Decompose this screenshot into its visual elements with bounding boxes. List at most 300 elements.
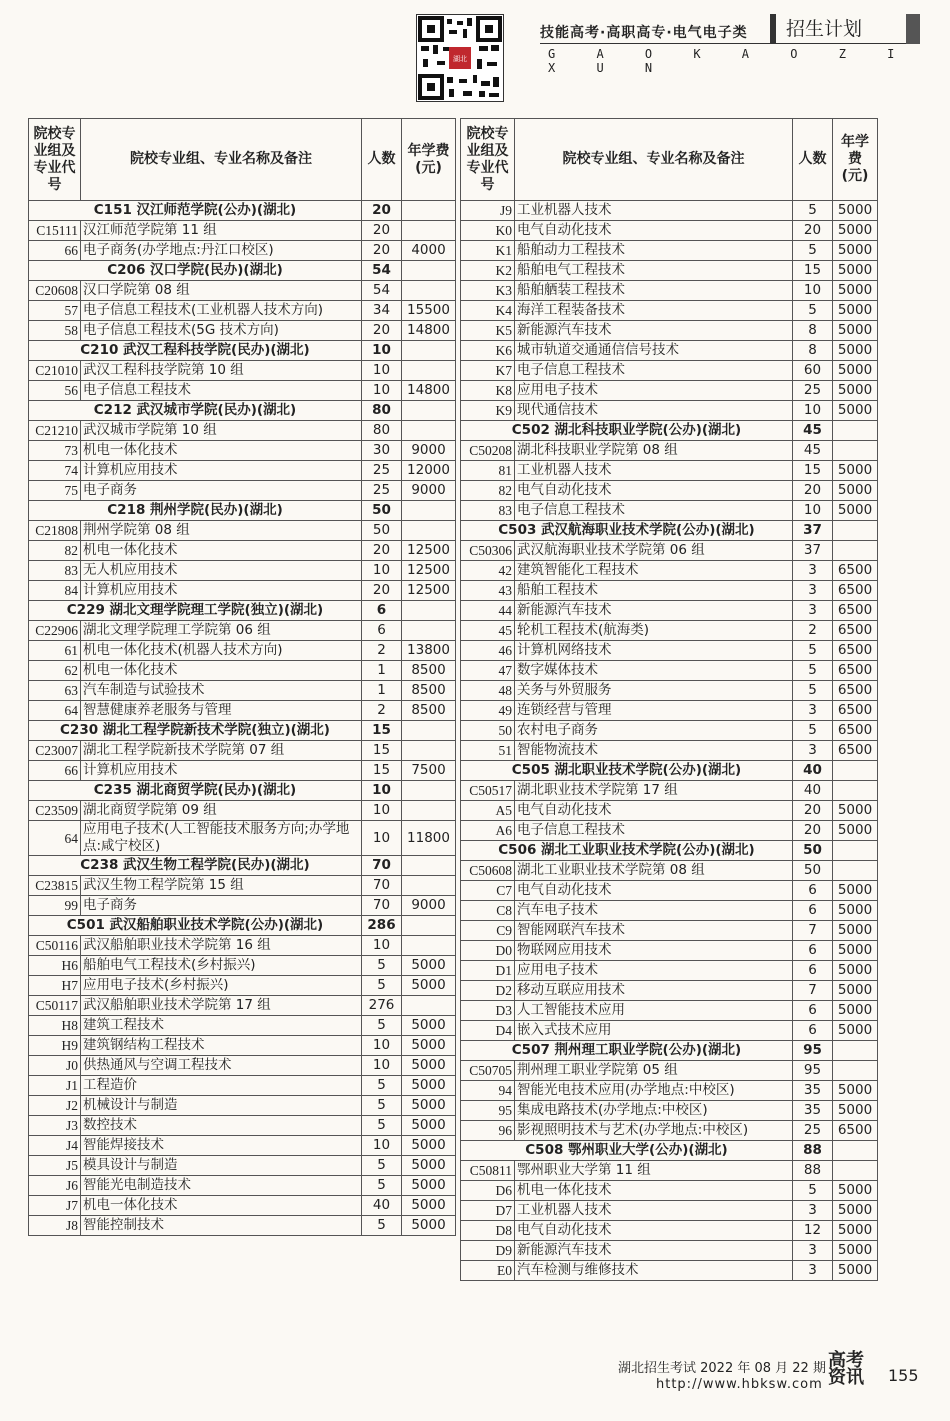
- row-fee: [402, 856, 456, 876]
- row-count: 5: [793, 241, 833, 261]
- row-code: 66: [29, 761, 81, 781]
- row-count: 6: [793, 901, 833, 921]
- row-code: J5: [29, 1156, 81, 1176]
- row-fee: 5000: [833, 1261, 878, 1281]
- row-code: C23509: [29, 801, 81, 821]
- table-row: [29, 241, 456, 261]
- row-count: 54: [362, 261, 402, 281]
- row-count: 6: [793, 941, 833, 961]
- row-fee: 5000: [833, 1021, 878, 1041]
- row-fee: [402, 621, 456, 641]
- major-name: 物联网应用技术: [515, 941, 793, 961]
- table-row: [29, 1016, 456, 1036]
- major-name: 电子信息工程技术(工业机器人技术方向): [81, 301, 362, 321]
- group-name: 武汉航海职业技术学院第 06 组: [515, 541, 793, 561]
- row-fee: [402, 521, 456, 541]
- group-row: [29, 361, 456, 381]
- school-name: C212 武汉城市学院(民办)(湖北): [29, 401, 362, 421]
- group-row: [29, 996, 456, 1016]
- row-fee: 13800: [402, 641, 456, 661]
- row-count: 2: [362, 641, 402, 661]
- row-count: 6: [362, 601, 402, 621]
- magazine-issue: 湖北招生考试 2022 年 08 月 22 期: [618, 1361, 826, 1376]
- major-name: 新能源汽车技术: [515, 601, 793, 621]
- row-count: 10: [793, 501, 833, 521]
- row-fee: [402, 916, 456, 936]
- row-count: 20: [362, 241, 402, 261]
- row-fee: [833, 761, 878, 781]
- table-header-row: [461, 119, 878, 201]
- row-fee: 9000: [402, 441, 456, 461]
- row-code: K0: [461, 221, 515, 241]
- row-count: 5: [362, 1176, 402, 1196]
- enrollment-table-right: [460, 118, 878, 1281]
- row-fee: 5000: [833, 981, 878, 1001]
- group-name: 湖北文理学院理工学院第 06 组: [81, 621, 362, 641]
- row-count: 25: [362, 481, 402, 501]
- row-count: 5: [793, 301, 833, 321]
- row-count: 70: [362, 896, 402, 916]
- row-fee: 5000: [402, 1096, 456, 1116]
- row-code: K8: [461, 381, 515, 401]
- table-row: [461, 681, 878, 701]
- row-count: 5: [362, 1116, 402, 1136]
- major-name: 船舶动力工程技术: [515, 241, 793, 261]
- row-code: D0: [461, 941, 515, 961]
- row-code: D4: [461, 1021, 515, 1041]
- row-count: 40: [362, 1196, 402, 1216]
- table-row: [29, 1176, 456, 1196]
- group-name: 荆州理工职业学院第 05 组: [515, 1061, 793, 1081]
- major-name: 工业机器人技术: [515, 461, 793, 481]
- row-code: 57: [29, 301, 81, 321]
- major-name: 工业机器人技术: [515, 1201, 793, 1221]
- table-row: [29, 321, 456, 341]
- row-count: 95: [793, 1041, 833, 1061]
- row-fee: 6500: [833, 561, 878, 581]
- major-name: 集成电路技术(办学地点:中校区): [515, 1101, 793, 1121]
- row-code: C50608: [461, 861, 515, 881]
- major-name: 智能焊接技术: [81, 1136, 362, 1156]
- row-count: 3: [793, 581, 833, 601]
- row-code: 50: [461, 721, 515, 741]
- table-row: [461, 741, 878, 761]
- header-name: 院校专业组、专业名称及备注: [515, 119, 793, 201]
- row-count: 5: [793, 681, 833, 701]
- row-count: 10: [362, 561, 402, 581]
- row-count: 30: [362, 441, 402, 461]
- row-code: 44: [461, 601, 515, 621]
- table-row: [29, 821, 456, 856]
- table-row: [461, 1121, 878, 1141]
- row-fee: 4000: [402, 241, 456, 261]
- major-name: 应用电子技术(人工智能技术服务方向;办学地点:咸宁校区): [81, 821, 362, 856]
- header-title: 技能高考·高职高专·电气电子类: [540, 25, 748, 41]
- school-row: [461, 841, 878, 861]
- table-row: [461, 581, 878, 601]
- row-code: C50117: [29, 996, 81, 1016]
- row-code: J4: [29, 1136, 81, 1156]
- row-count: 88: [793, 1161, 833, 1181]
- major-name: 智能控制技术: [81, 1216, 362, 1236]
- group-row: [461, 1061, 878, 1081]
- major-name: 供热通风与空调工程技术: [81, 1056, 362, 1076]
- row-count: 80: [362, 421, 402, 441]
- school-row: [29, 341, 456, 361]
- row-fee: 5000: [833, 241, 878, 261]
- table-row: [461, 921, 878, 941]
- major-name: 计算机应用技术: [81, 461, 362, 481]
- row-fee: 5000: [833, 881, 878, 901]
- major-name: 新能源汽车技术: [515, 1241, 793, 1261]
- table-row: [29, 681, 456, 701]
- major-name: 机电一体化技术: [81, 441, 362, 461]
- header-fee: 年学费(元): [833, 119, 878, 201]
- school-row: [29, 401, 456, 421]
- row-count: 5: [793, 201, 833, 221]
- group-name: 湖北科技职业学院第 08 组: [515, 441, 793, 461]
- section-label: 招生计划: [770, 14, 908, 44]
- major-name: 影视照明技术与艺术(办学地点:中校区): [515, 1121, 793, 1141]
- row-fee: [402, 936, 456, 956]
- row-fee: [402, 341, 456, 361]
- table-row: [461, 1221, 878, 1241]
- row-code: 82: [461, 481, 515, 501]
- table-row: [29, 1076, 456, 1096]
- row-count: 3: [793, 1241, 833, 1261]
- major-name: 电子信息工程技术: [81, 381, 362, 401]
- table-row: [29, 896, 456, 916]
- row-fee: 5000: [833, 1081, 878, 1101]
- major-name: 智能物流技术: [515, 741, 793, 761]
- table-row: [29, 1036, 456, 1056]
- row-fee: 15500: [402, 301, 456, 321]
- row-count: 10: [362, 821, 402, 856]
- table-row: [29, 561, 456, 581]
- school-name: C230 湖北工程学院新技术学院(独立)(湖北): [29, 721, 362, 741]
- group-name: 武汉城市学院第 10 组: [81, 421, 362, 441]
- row-code: E0: [461, 1261, 515, 1281]
- group-row: [461, 441, 878, 461]
- row-count: 54: [362, 281, 402, 301]
- row-code: J1: [29, 1076, 81, 1096]
- row-fee: 6500: [833, 581, 878, 601]
- group-row: [29, 221, 456, 241]
- row-code: J9: [461, 201, 515, 221]
- table-row: [29, 761, 456, 781]
- row-fee: 5000: [833, 401, 878, 421]
- group-name: 湖北商贸学院第 09 组: [81, 801, 362, 821]
- row-code: C23815: [29, 876, 81, 896]
- school-name: C210 武汉工程科技学院(民办)(湖北): [29, 341, 362, 361]
- group-name: 武汉船舶职业技术学院第 16 组: [81, 936, 362, 956]
- major-name: 电子信息工程技术(5G 技术方向): [81, 321, 362, 341]
- row-fee: [833, 841, 878, 861]
- row-count: 34: [362, 301, 402, 321]
- row-count: 5: [362, 1156, 402, 1176]
- row-code: 43: [461, 581, 515, 601]
- row-code: C22906: [29, 621, 81, 641]
- school-name: C229 湖北文理学院理工学院(独立)(湖北): [29, 601, 362, 621]
- table-row: [461, 1021, 878, 1041]
- row-count: 3: [793, 561, 833, 581]
- row-fee: 5000: [833, 901, 878, 921]
- row-fee: [833, 521, 878, 541]
- major-name: 海洋工程装备技术: [515, 301, 793, 321]
- row-fee: 6500: [833, 701, 878, 721]
- row-code: 45: [461, 621, 515, 641]
- group-name: 武汉生物工程学院第 15 组: [81, 876, 362, 896]
- major-name: 连锁经营与管理: [515, 701, 793, 721]
- table-row: [461, 1181, 878, 1201]
- major-name: 关务与外贸服务: [515, 681, 793, 701]
- table-row: [461, 701, 878, 721]
- table-row: [461, 401, 878, 421]
- table-row: [461, 501, 878, 521]
- table-row: [461, 621, 878, 641]
- table-row: [29, 461, 456, 481]
- school-row: [461, 1041, 878, 1061]
- major-name: 工程造价: [81, 1076, 362, 1096]
- row-count: 95: [793, 1061, 833, 1081]
- row-fee: 5000: [402, 1016, 456, 1036]
- row-fee: 5000: [833, 361, 878, 381]
- major-name: 电子商务: [81, 481, 362, 501]
- row-count: 20: [362, 321, 402, 341]
- row-count: 25: [793, 381, 833, 401]
- row-code: 74: [29, 461, 81, 481]
- page-number: 155: [888, 1366, 919, 1385]
- row-code: 46: [461, 641, 515, 661]
- table-row: [461, 461, 878, 481]
- major-name: 智能光电技术应用(办学地点:中校区): [515, 1081, 793, 1101]
- row-count: 50: [362, 501, 402, 521]
- row-fee: 5000: [833, 301, 878, 321]
- row-code: 48: [461, 681, 515, 701]
- row-fee: 5000: [833, 281, 878, 301]
- group-row: [29, 421, 456, 441]
- row-count: 45: [793, 421, 833, 441]
- row-fee: 9000: [402, 481, 456, 501]
- row-fee: [402, 421, 456, 441]
- row-fee: 5000: [833, 1221, 878, 1241]
- row-fee: 12500: [402, 541, 456, 561]
- row-fee: 5000: [833, 341, 878, 361]
- row-fee: 6500: [833, 741, 878, 761]
- row-count: 80: [362, 401, 402, 421]
- row-count: 6: [793, 881, 833, 901]
- group-name: 武汉船舶职业技术学院第 17 组: [81, 996, 362, 1016]
- row-code: 61: [29, 641, 81, 661]
- section-bar: [906, 14, 920, 44]
- row-code: H6: [29, 956, 81, 976]
- row-fee: [402, 361, 456, 381]
- row-code: 66: [29, 241, 81, 261]
- major-name: 汽车制造与试验技术: [81, 681, 362, 701]
- school-row: [461, 761, 878, 781]
- row-count: 10: [793, 281, 833, 301]
- row-count: 45: [793, 441, 833, 461]
- major-name: 应用电子技术(乡村振兴): [81, 976, 362, 996]
- major-name: 电子商务(办学地点:丹江口校区): [81, 241, 362, 261]
- row-count: 6: [793, 961, 833, 981]
- major-name: 数字媒体技术: [515, 661, 793, 681]
- row-count: 15: [362, 721, 402, 741]
- row-fee: 5000: [833, 461, 878, 481]
- school-name: C501 武汉船舶职业技术学院(公办)(湖北): [29, 916, 362, 936]
- row-code: 64: [29, 821, 81, 856]
- row-code: 96: [461, 1121, 515, 1141]
- row-fee: 6500: [833, 601, 878, 621]
- row-fee: [833, 781, 878, 801]
- table-row: [461, 561, 878, 581]
- header-name: 院校专业组、专业名称及备注: [81, 119, 362, 201]
- row-fee: [402, 201, 456, 221]
- row-code: K9: [461, 401, 515, 421]
- row-count: 88: [793, 1141, 833, 1161]
- major-name: 机电一体化技术: [515, 1181, 793, 1201]
- row-fee: [402, 221, 456, 241]
- row-count: 2: [362, 701, 402, 721]
- row-fee: [402, 501, 456, 521]
- table-row: [29, 381, 456, 401]
- table-row: [461, 381, 878, 401]
- row-code: 94: [461, 1081, 515, 1101]
- row-code: D1: [461, 961, 515, 981]
- row-count: 20: [362, 221, 402, 241]
- row-code: C8: [461, 901, 515, 921]
- row-code: J0: [29, 1056, 81, 1076]
- table-row: [29, 1216, 456, 1236]
- row-count: 5: [362, 1216, 402, 1236]
- row-fee: 6500: [833, 641, 878, 661]
- major-name: 数控技术: [81, 1116, 362, 1136]
- row-code: 58: [29, 321, 81, 341]
- row-count: 35: [793, 1101, 833, 1121]
- row-fee: 5000: [833, 201, 878, 221]
- row-code: 62: [29, 661, 81, 681]
- school-row: [29, 261, 456, 281]
- row-code: 47: [461, 661, 515, 681]
- major-name: 现代通信技术: [515, 401, 793, 421]
- row-code: H7: [29, 976, 81, 996]
- major-name: 机电一体化技术(机器人技术方向): [81, 641, 362, 661]
- table-row: [461, 661, 878, 681]
- major-name: 模具设计与制造: [81, 1156, 362, 1176]
- row-code: C50517: [461, 781, 515, 801]
- major-name: 建筑工程技术: [81, 1016, 362, 1036]
- row-count: 7: [793, 921, 833, 941]
- row-fee: 5000: [402, 1036, 456, 1056]
- row-fee: 12500: [402, 581, 456, 601]
- row-fee: 5000: [402, 1056, 456, 1076]
- row-count: 37: [793, 521, 833, 541]
- row-fee: [833, 1161, 878, 1181]
- major-name: 计算机应用技术: [81, 761, 362, 781]
- row-fee: 5000: [833, 801, 878, 821]
- table-row: [461, 201, 878, 221]
- row-fee: 6500: [833, 661, 878, 681]
- row-count: 5: [362, 976, 402, 996]
- row-code: C20608: [29, 281, 81, 301]
- row-fee: 5000: [833, 321, 878, 341]
- group-row: [29, 521, 456, 541]
- major-name: 智能光电制造技术: [81, 1176, 362, 1196]
- school-name: C508 鄂州职业大学(公办)(湖北): [461, 1141, 793, 1161]
- header-subtitle: G A O K A O Z I X U N: [548, 47, 912, 75]
- table-row: [461, 361, 878, 381]
- table-row: [29, 956, 456, 976]
- major-name: 机电一体化技术: [81, 541, 362, 561]
- row-count: 286: [362, 916, 402, 936]
- table-row: [461, 1081, 878, 1101]
- table-row: [461, 881, 878, 901]
- table-row: [461, 1241, 878, 1261]
- row-code: C50811: [461, 1161, 515, 1181]
- row-code: K2: [461, 261, 515, 281]
- school-row: [461, 1141, 878, 1161]
- row-code: J7: [29, 1196, 81, 1216]
- major-name: 电气自动化技术: [515, 881, 793, 901]
- row-fee: 5000: [402, 1216, 456, 1236]
- table-row: [461, 1261, 878, 1281]
- row-code: 42: [461, 561, 515, 581]
- row-code: D9: [461, 1241, 515, 1261]
- row-fee: [833, 1041, 878, 1061]
- row-count: 20: [362, 581, 402, 601]
- row-count: 70: [362, 876, 402, 896]
- group-name: 湖北职业技术学院第 17 组: [515, 781, 793, 801]
- row-code: J8: [29, 1216, 81, 1236]
- row-count: 276: [362, 996, 402, 1016]
- group-row: [461, 1161, 878, 1181]
- major-name: 机械设计与制造: [81, 1096, 362, 1116]
- group-name: 鄂州职业大学第 11 组: [515, 1161, 793, 1181]
- row-count: 20: [362, 201, 402, 221]
- table-body-right: [461, 201, 878, 1281]
- row-fee: 5000: [402, 1176, 456, 1196]
- table-row: [461, 601, 878, 621]
- school-row: [29, 781, 456, 801]
- row-code: D7: [461, 1201, 515, 1221]
- row-count: 8: [793, 321, 833, 341]
- table-row: [29, 441, 456, 461]
- group-name: 湖北工业职业技术学院第 08 组: [515, 861, 793, 881]
- row-code: C7: [461, 881, 515, 901]
- website-url: http://www.hbksw.com: [656, 1377, 823, 1392]
- row-code: 75: [29, 481, 81, 501]
- row-count: 5: [793, 641, 833, 661]
- row-fee: 5000: [402, 1116, 456, 1136]
- group-row: [29, 621, 456, 641]
- school-name: C506 湖北工业职业技术学院(公办)(湖北): [461, 841, 793, 861]
- major-name: 工业机器人技术: [515, 201, 793, 221]
- major-name: 农村电子商务: [515, 721, 793, 741]
- school-row: [29, 856, 456, 876]
- row-code: K7: [461, 361, 515, 381]
- header-count: 人数: [793, 119, 833, 201]
- row-code: A5: [461, 801, 515, 821]
- row-count: 40: [793, 761, 833, 781]
- row-code: D3: [461, 1001, 515, 1021]
- row-fee: 5000: [833, 821, 878, 841]
- table-row: [29, 481, 456, 501]
- row-code: 63: [29, 681, 81, 701]
- group-row: [461, 541, 878, 561]
- row-code: 49: [461, 701, 515, 721]
- row-count: 6: [793, 1021, 833, 1041]
- row-fee: 5000: [833, 1101, 878, 1121]
